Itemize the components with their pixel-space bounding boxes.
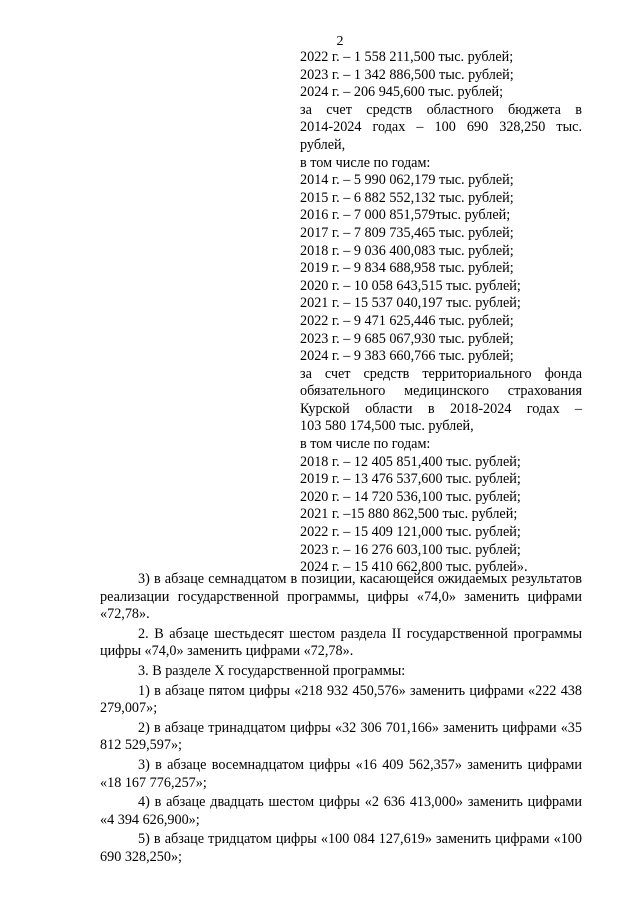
year-line: 2014 г. – 5 990 062,179 тыс. рублей; xyxy=(300,172,514,189)
year-line: 2020 г. – 10 058 643,515 тыс. рублей; xyxy=(300,277,521,294)
year-line: 2023 г. – 1 342 886,500 тыс. рублей; xyxy=(300,66,514,83)
amendment-paragraphs xyxy=(100,571,582,869)
year-line: 2015 г. – 6 882 552,132 тыс. рублей; xyxy=(300,189,514,206)
year-line: 2022 г. – 9 471 625,446 тыс. рублей; xyxy=(300,312,514,329)
page-number: 2 xyxy=(336,34,344,49)
year-line: 2017 г. – 7 809 735,465 тыс. рублей; xyxy=(300,224,514,241)
paragraph: 3. В разделе X государственной программы: xyxy=(138,662,406,679)
paragraph: 3) в абзаце восемнадцатом цифры «16 409 562,357» заменить цифрами «18 167 776,257»; xyxy=(100,756,582,791)
fund-line: обязательного медицинского страхования xyxy=(300,383,582,400)
year-line: 2024 г. – 9 383 660,766 тыс. рублей; xyxy=(300,348,514,365)
by-years-label: в том числе по годам: xyxy=(300,436,431,453)
paragraph: 5) в абзаце тридцатом цифры «100 084 127,619» заменить цифрами «100 690 328,250»; xyxy=(100,831,582,865)
fund-line: 103 580 174,500 тыс. рублей, xyxy=(300,418,474,435)
year-line: 2024 г. – 206 945,600 тыс. рублей; xyxy=(300,84,504,101)
year-line: 2018 г. – 12 405 851,400 тыс. рублей; xyxy=(300,453,521,470)
regional-budget-line: за счет средств областного бюджета в xyxy=(300,101,582,118)
year-line: 2019 г. – 9 834 688,958 тыс. рублей; xyxy=(300,260,514,277)
regional-budget-line: 2014-2024 годах – 100 690 328,250 тыс. xyxy=(300,119,582,136)
year-line: 2021 г. – 15 537 040,197 тыс. рублей; xyxy=(300,295,521,312)
regional-budget-line: рублей, xyxy=(300,136,346,153)
year-line: 2024 г. – 15 410 662,800 тыс. рублей». xyxy=(300,559,528,576)
year-line: 2023 г. – 9 685 067,930 тыс. рублей; xyxy=(300,330,514,347)
year-line: 2023 г. – 16 276 603,100 тыс. рублей; xyxy=(300,541,521,558)
year-line: 2022 г. – 1 558 211,500 тыс. рублей; xyxy=(300,49,514,65)
by-years-label: в том числе по годам: xyxy=(300,154,431,171)
funding-column xyxy=(300,49,582,577)
fund-line: за счет средств территориального фонда xyxy=(300,365,582,382)
paragraph: 2) в абзаце тринадцатом цифры «32 306 701,166» заменить цифрами «35 812 529,597»; xyxy=(100,719,582,754)
year-line: 2020 г. – 14 720 536,100 тыс. рублей; xyxy=(300,488,521,505)
year-line: 2022 г. – 15 409 121,000 тыс. рублей; xyxy=(300,524,521,541)
year-line: 2019 г. – 13 476 537,600 тыс. рублей; xyxy=(300,471,521,488)
fund-line: Курской области в 2018-2024 годах – xyxy=(300,400,582,417)
paragraph: 1) в абзаце пятом цифры «218 932 450,576» заменить цифрами «222 438 279,007»; xyxy=(100,682,582,717)
paragraph: 4) в абзаце двадцать шестом цифры «2 636 413,000» заменить цифрами «4 394 626,900»; xyxy=(100,794,582,828)
year-line: 2021 г. –15 880 862,500 тыс. рублей; xyxy=(300,506,518,523)
paragraph: 2. В абзаце шестьдесят шестом раздела II государственной программы цифры «74,0» заменить цифрами «72,78». xyxy=(100,625,582,660)
paragraph: 3) в абзаце семнадцатом в позиции, касающейся ожидаемых результатов реализации государственной программы, цифры «74,0» заменить цифрами «72,78». xyxy=(100,571,582,623)
year-line: 2018 г. – 9 036 400,083 тыс. рублей; xyxy=(300,242,514,259)
year-line: 2016 г. – 7 000 851,579тыс. рублей; xyxy=(300,207,511,224)
